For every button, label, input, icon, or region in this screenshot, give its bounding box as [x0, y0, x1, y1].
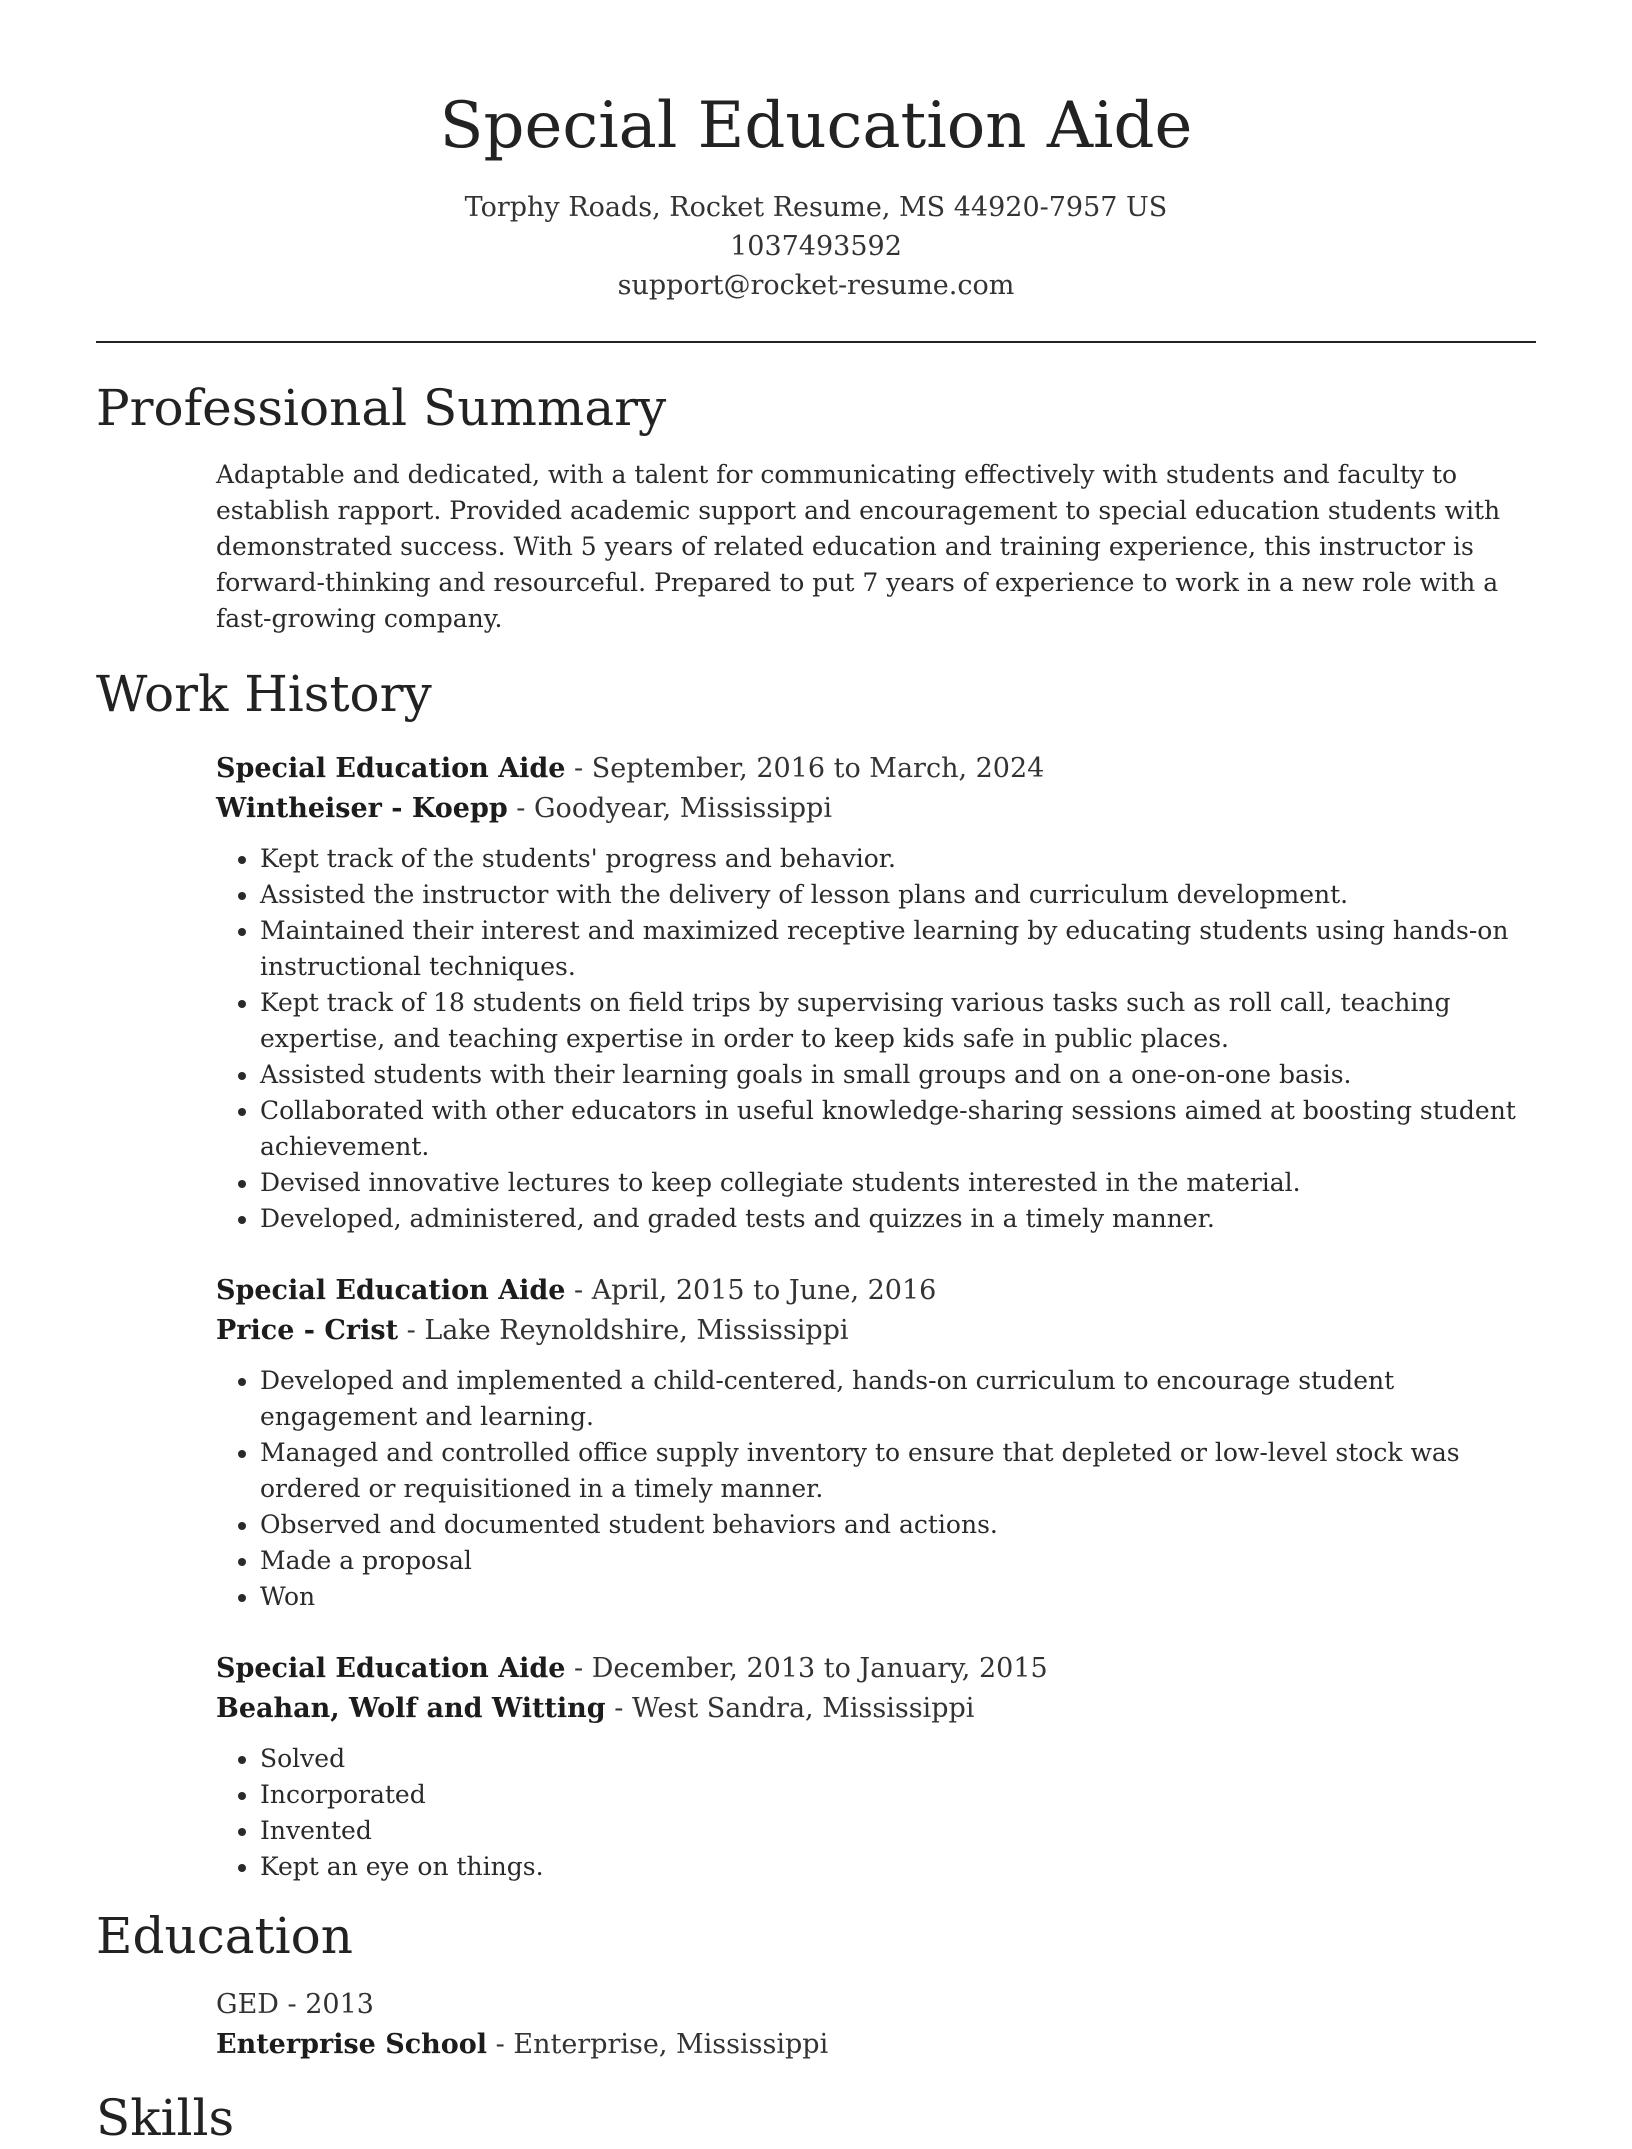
list-item: • Won — [260, 1579, 1536, 1615]
summary-text: Adaptable and dedicated, with a talent for communicating effectively with students and faculty to establish rapport. Provided academic support and encouragement to special education students with demonstrated success. With 5 years of related education and training experience, this instructor is forward-thinking and resourceful. Prepared to put 7 years of experience to work in a new role with a fast-growing company. — [216, 460, 1501, 633]
contact-block — [96, 188, 1536, 305]
education-school: Enterprise School — [216, 2029, 488, 2060]
resume-header — [96, 0, 1536, 305]
skills-heading: Skills — [96, 2089, 235, 2147]
job-dates: - April, 2015 to June, 2016 — [565, 1275, 937, 1306]
job-title-line — [216, 749, 1536, 789]
list-item: • Incorporated — [260, 1777, 1536, 1813]
list-item: • Made a proposal — [260, 1543, 1536, 1579]
candidate-name: Special Education Aide — [439, 89, 1193, 163]
skills-section — [96, 2087, 1536, 2149]
list-item: • Managed and controlled office supply inventory to ensure that depleted or low-level stock was ordered or requisitioned in a timely manner. — [260, 1435, 1536, 1507]
header-divider — [96, 341, 1536, 343]
job-title-line — [216, 1271, 1536, 1311]
list-item: • Collaborated with other educators in useful knowledge-sharing sessions aimed at boosting student achievement. — [260, 1093, 1536, 1165]
education-school-line — [216, 2025, 1536, 2065]
job-role: Special Education Aide — [216, 1275, 566, 1306]
job-employer-line — [216, 789, 1536, 829]
contact-address: Torphy Roads, Rocket Resume, MS 44920-7957 US — [464, 192, 1168, 223]
education-heading: Education — [96, 1907, 353, 1965]
job-location: - West Sandra, Mississippi — [605, 1693, 975, 1724]
job-role: Special Education Aide — [216, 753, 566, 784]
job-entry — [216, 1649, 1536, 1885]
job-bullet-list — [216, 1363, 1536, 1615]
job-employer: Wintheiser - Koepp — [216, 793, 508, 824]
job-bullet-list — [216, 1741, 1536, 1885]
list-item: • Assisted students with their learning goals in small groups and on a one-on-one basis. — [260, 1057, 1536, 1093]
job-bullet-list — [216, 841, 1536, 1237]
job-location: - Goodyear, Mississippi — [507, 793, 832, 824]
list-item: • Kept track of 18 students on field trips by supervising various tasks such as roll call, teaching expertise, and teaching expertise in order to keep kids safe in public places. — [260, 985, 1536, 1057]
resume-page — [96, 0, 1536, 2149]
education-location: - Enterprise, Mississippi — [487, 2029, 829, 2060]
list-item: • Devised innovative lectures to keep collegiate students interested in the material. — [260, 1165, 1536, 1201]
education-entry — [216, 1985, 1536, 2065]
contact-email: support@rocket-resume.com — [617, 270, 1015, 301]
education-section — [96, 1905, 1536, 2065]
job-role: Special Education Aide — [216, 1653, 566, 1684]
job-employer-line — [216, 1311, 1536, 1351]
contact-phone: 1037493592 — [730, 231, 902, 262]
list-item: • Kept track of the students' progress and behavior. — [260, 841, 1536, 877]
education-year: - 2013 — [278, 1989, 374, 2020]
job-employer-line — [216, 1689, 1536, 1729]
list-item: • Developed and implemented a child-centered, hands-on curriculum to encourage student engagement and learning. — [260, 1363, 1536, 1435]
summary-heading: Professional Summary — [96, 379, 667, 437]
list-item: • Observed and documented student behaviors and actions. — [260, 1507, 1536, 1543]
job-location: - Lake Reynoldshire, Mississippi — [398, 1315, 849, 1346]
work-history-heading: Work History — [96, 665, 432, 723]
job-employer: Price - Crist — [216, 1315, 399, 1346]
job-entry — [216, 1271, 1536, 1615]
list-item: • Invented — [260, 1813, 1536, 1849]
list-item: • Maintained their interest and maximized receptive learning by educating students using hands-on instructional techniques. — [260, 913, 1536, 985]
work-history-section — [96, 663, 1536, 1885]
summary-section — [96, 377, 1536, 637]
education-degree-line — [216, 1985, 1536, 2025]
job-dates: - December, 2013 to January, 2015 — [565, 1653, 1048, 1684]
list-item: • Kept an eye on things. — [260, 1849, 1536, 1885]
job-dates: - September, 2016 to March, 2024 — [565, 753, 1045, 784]
list-item: • Developed, administered, and graded tests and quizzes in a timely manner. — [260, 1201, 1536, 1237]
job-title-line — [216, 1649, 1536, 1689]
list-item: • Solved — [260, 1741, 1536, 1777]
education-degree: GED — [216, 1989, 279, 2020]
job-entry — [216, 749, 1536, 1237]
list-item: • Assisted the instructor with the delivery of lesson plans and curriculum development. — [260, 877, 1536, 913]
job-employer: Beahan, Wolf and Witting — [216, 1693, 606, 1724]
